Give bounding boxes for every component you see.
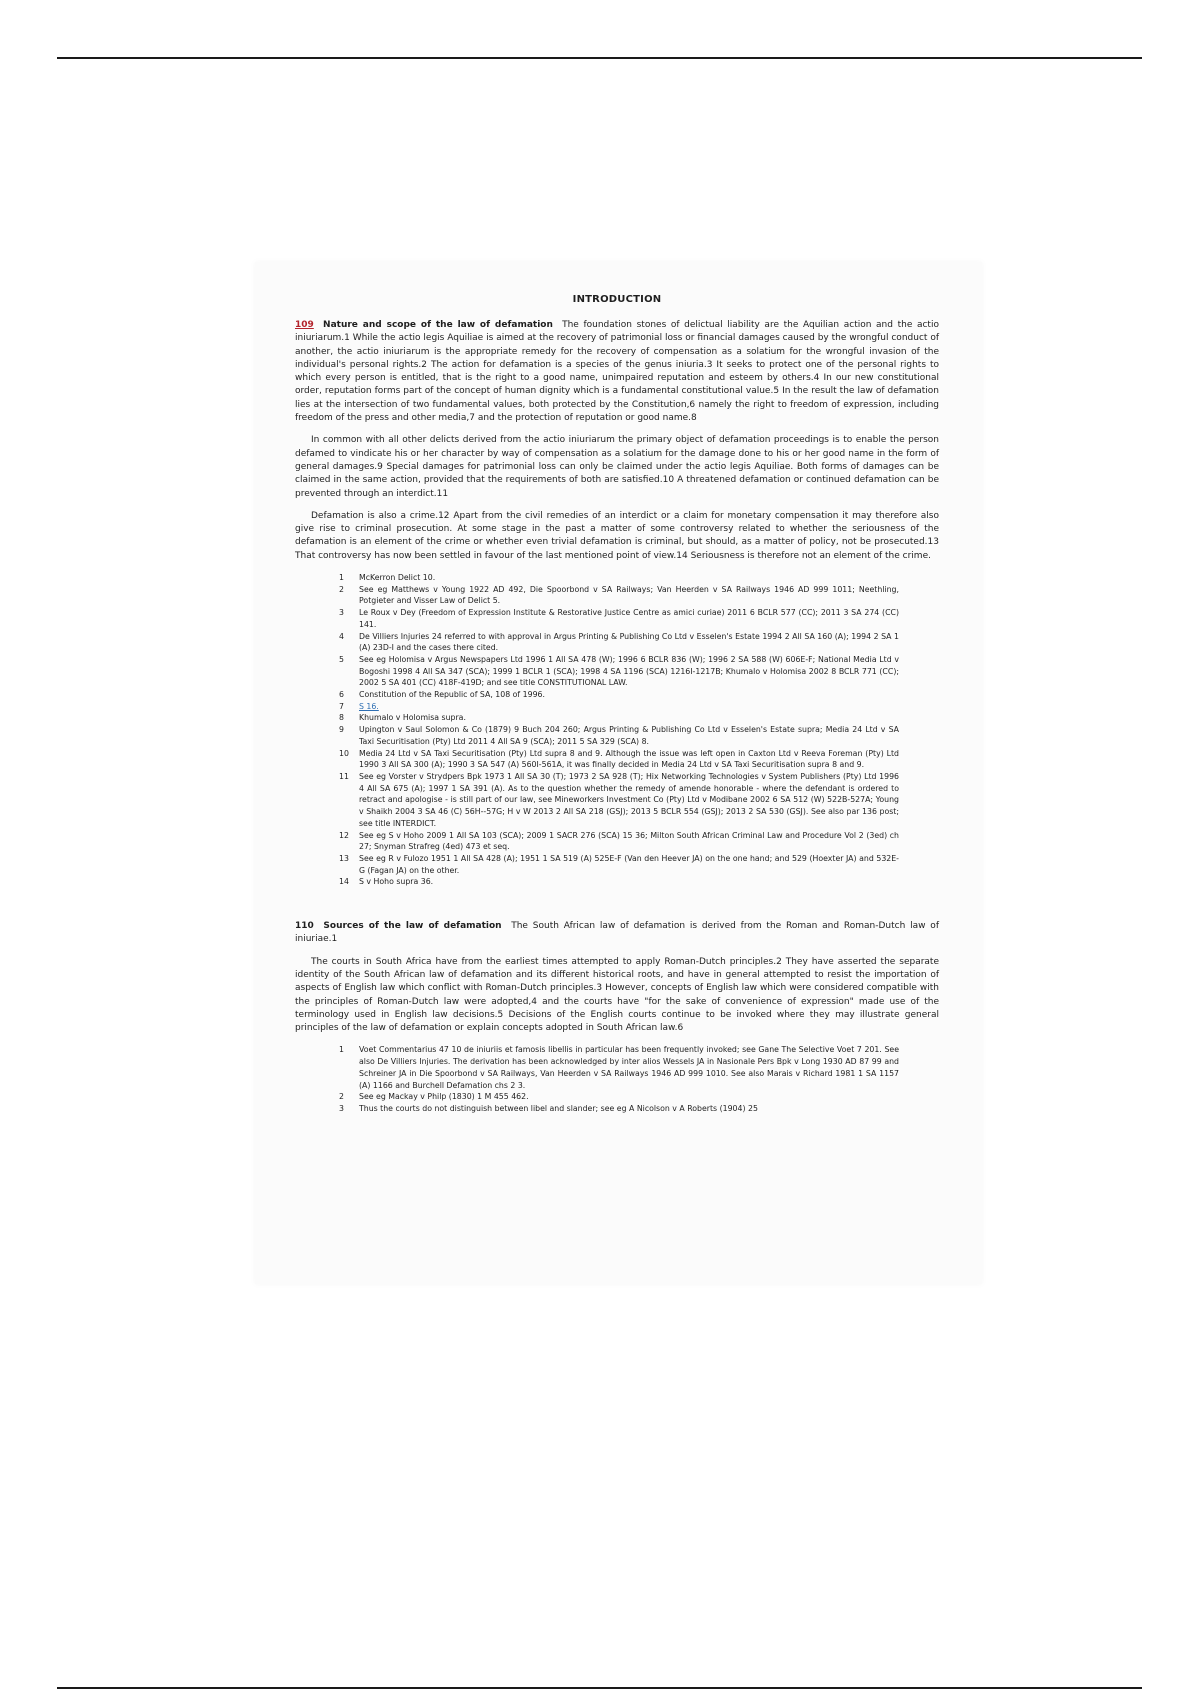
section-110-para-2: The courts in South Africa have from the earliest times attempted to apply Roman-Dutch principles.2 They have asserted the separate identity of the South African law of defamation and its different historical roots, and have in general attempted to resist the importation of aspects of English law which conflict with Roman-Dutch principles.3 However, concepts of English law which were considered compatible with the principles of Roman-Dutch law were adopted,4 and the courts have "for the sake of convenience of expression" made use of the terminology used in English law decisions.5 Decisions of the English courts continue to be invoked where they may illustrate general principles of the law of defamation or explain concepts adopted in South African law.6 [295,956,939,1034]
footnote-text: De Villiers Injuries 24 referred to with approval in Argus Printing & Publishing Co Ltd v Esselen's Estate 1994 2 All SA 160 (A); 1994 2 SA 1 (A) 23D-I and the cases there cited. [359,631,899,653]
footnote-list-110 [295,1044,899,1114]
section-number[interactable]: 109 [295,320,314,330]
footnote-text: Voet Commentarius 47 10 de iniuriis et famosis libellis in particular has been frequently invoked; see Gane The Selective Voet 7 201. See also De Villiers Injuries. The derivation has been acknowledged by inter alios Wessels JA in Nasionale Pers Bpk v Long 1930 AD 87 99 and Schreiner JA in Die Spoorbond v SA Railways, Van Heerden v SA Railways 1946 AD 999 1010. See also Marais v Richard 1981 1 SA 1157 (A) 1166 and Burchell Defamation chs 2 3. [359,1045,899,1090]
page-heading: INTRODUCTION [572,294,662,305]
footnote-text: See eg R v Fulozo 1951 1 All SA 428 (A); 1951 1 SA 519 (A) 525E-F (Van den Heever JA) on the one hand; and 529 (Hoexter JA) and 532E-G (Fagan JA) on the other. [359,853,899,875]
section-109-para-2: In common with all other delicts derived from the actio iniuriarum the primary object of defamation proceedings is to enable the person defamed to vindicate his or her character by way of compensation as a solatium for the damage done to his or her good name in the form of general damages.9 Special damages for patrimonial loss can only be claimed under the actio legis Aquiliae. Both forms of damages can be claimed in the same action, provided that the requirements of both are satisfied.10 A threatened defamation or continued defamation can be prevented through an interdict.11 [295,435,939,499]
footnote-number: 3 [339,1103,344,1113]
bottom-rule [57,1687,1142,1689]
section-title: Sources of the law of defamation [323,921,502,932]
section-110-para-1 [295,920,939,947]
footnote [339,724,899,747]
section-109-para-1 [295,319,939,425]
footnote-number: 12 [339,830,349,840]
footnote [339,1044,899,1091]
footnote [339,748,899,771]
footnote-link[interactable]: S 16. [359,701,379,711]
footnote [339,654,899,689]
footnote [339,701,899,713]
footnote [339,1091,899,1103]
footnote-number: 4 [339,631,344,641]
footnote-text: Thus the courts do not distinguish between libel and slander; see eg A Nicolson v A Roberts (1904) 25 [359,1103,758,1113]
footnote-text: See eg Mackay v Philp (1830) 1 M 455 462. [359,1092,529,1102]
footnote-text: Le Roux v Dey (Freedom of Expression Institute & Restorative Justice Centre as amici curiae) 2011 6 BCLR 577 (CC); 2011 3 SA 274 (CC) 141. [359,608,899,629]
footnote [339,607,899,630]
footnote-number: 5 [339,654,344,664]
footnote-number: 1 [339,573,344,583]
footnote-text: Khumalo v Holomisa supra. [359,713,466,723]
footnote-number: 6 [339,690,344,700]
footnote-text: Constitution of the Republic of SA, 108 of 1996. [359,690,545,700]
footnote-number: 9 [339,725,344,735]
paragraph-text: The South African law of defamation is derived from the Roman and Roman-Dutch law of iniuriae.1 [295,921,939,945]
footnote-number: 8 [339,713,344,723]
footnote-text: S v Hoho supra 36. [359,877,434,887]
footnote [339,830,899,853]
footnote-number: 10 [339,748,349,758]
footnote-number: 3 [339,608,344,618]
section-title: Nature and scope of the law of defamation [323,320,553,330]
footnote [339,876,899,888]
footnote-text: See eg Holomisa v Argus Newspapers Ltd 1996 1 All SA 478 (W); 1996 6 BCLR 836 (W); 1996 2 SA 588 (W) 606E-F; National Media Ltd v Bogoshi 1998 4 All SA 347 (SCA); 1999 1 BCLR 1 (SCA); 1998 4 SA 1196 (SCA) 1216I-1217B; Khumalo v Holomisa 2002 8 BCLR 771 (CC); 2002 5 SA 401 (CC) 418F-419D; and see title CONSTITUTIONAL LAW. [359,654,899,688]
top-rule [57,57,1142,59]
footnote-number: 13 [339,853,349,863]
footnote [339,771,899,830]
footnote-text: Media 24 Ltd v SA Taxi Securitisation (Pty) Ltd supra 8 and 9. Although the issue was left open in Caxton Ltd v Reeva Foreman (Pty) Ltd 1990 3 All SA 300 (A); 1990 3 SA 547 (A) 560I-561A, it was finally decided in Media 24 Ltd v SA Taxi Securitisation supra 8 and 9. [359,748,899,770]
footnote [339,584,899,607]
document-page [255,262,982,1284]
footnote-text: McKerron Delict 10. [359,573,436,583]
footnote [339,1103,899,1115]
footnote-list-109 [295,572,899,888]
section-spacer [295,902,939,920]
footnote-text: See eg S v Hoho 2009 1 All SA 103 (SCA); 2009 1 SACR 276 (SCA) 15 36; Milton South African Criminal Law and Procedure Vol 2 (3ed) ch 27; Snyman Strafreg (4ed) 473 et seq. [359,830,899,852]
footnote-number: 14 [339,877,349,887]
footnote-text: Upington v Saul Solomon & Co (1879) 9 Buch 204 260; Argus Printing & Publishing Co Ltd v Esselen's Estate supra; Media 24 Ltd v SA Taxi Securitisation (Pty) Ltd 2011 4 All SA 9 (SCA); 2011 5 SA 329 (SCA) 8. [359,725,899,746]
footnote-number: 11 [339,772,349,781]
footnote-number: 7 [339,701,344,711]
footnote-number: 1 [339,1045,344,1055]
footnote [339,689,899,701]
footnote-text: See eg Matthews v Young 1922 AD 492, Die Spoorbond v SA Railways; Van Heerden v SA Railways 1946 AD 999 1011; Neethling, Potgieter and Visser Law of Delict 5. [359,584,899,606]
footnote-text: See eg Vorster v Strydpers Bpk 1973 1 All SA 30 (T); 1973 2 SA 928 (T); Hix Networking Technologies v System Publishers (Pty) Ltd 1996 4 All SA 675 (A); 1997 1 SA 391 (A). As to the question whether the remedy of amende honorable - where the defendant is ordered to retract and apologise - is still part of our law, see Mineworkers Investment Co (Pty) Ltd v Modibane 2002 6 SA 512 (W) 522B-527A; Young v Shaikh 2004 3 SA 46 (C) 56H--57G; H v W 2013 2 All SA 218 (GSJ); 2013 5 BCLR 554 (GSJ); 2013 2 SA 530 (GSJ). See also par 136 post; see title INTERDICT. [359,772,899,828]
page-content [295,294,939,1129]
footnote-number: 2 [339,1092,344,1102]
footnote [339,853,899,876]
footnote [339,712,899,724]
footnote-number: 2 [339,584,344,594]
section-109-para-3: Defamation is also a crime.12 Apart from the civil remedies of an interdict or a claim for monetary compensation it may therefore also give rise to criminal prosecution. At some stage in the past a matter of some controversy related to whether the seriousness of the defamation is an element of the crime or whether even trivial defamation is criminal, but should, as a matter of policy, not be prosecuted.13 That controversy has now been settled in favour of the last mentioned point of view.14 Seriousness is therefore not an element of the crime. [295,510,939,561]
section-number: 110 [295,921,314,932]
paragraph-text: The foundation stones of delictual liability are the Aquilian action and the actio iniuriarum.1 While the actio legis Aquiliae is aimed at the recovery of patrimonial loss or financial damages caused by the wrongful conduct of another, the actio iniuriarum is the appropriate remedy for the recovery of compensation as a solatium for the wrongful invasion of the individual's personal rights.2 The action for defamation is a species of the genus iniuria.3 It seeks to protect one of the personal rights to which every person is entitled, that is the right to a good name, unimpaired reputation and esteem by others.4 In our new constitutional order, reputation forms part of the concept of human dignity which is a fundamental constitutional value.5 In the result the law of defamation lies at the intersection of two fundamental values, both protected by the Constitution,6 namely the right to freedom of expression, including freedom of the press and other media,7 and the protection of reputation or good name.8 [295,320,939,424]
footnote [339,631,899,654]
footnote [339,572,899,584]
